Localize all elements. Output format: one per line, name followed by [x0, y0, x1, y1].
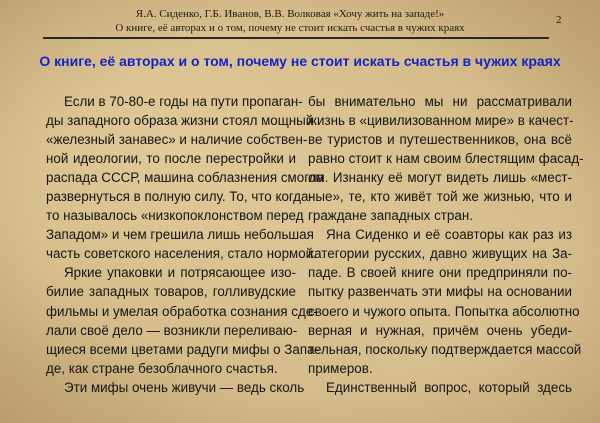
text-line: ды западного образа жизни стоял мощный [46, 113, 314, 129]
running-header-line-1: Я.А. Сиденко, Г.Б. Иванов, В.В. Волковая «Хочу жить на западе!» [135, 8, 445, 20]
text-line: ве туристов и путешественников, она всё [308, 132, 572, 148]
text-line: то называлось «низкопоклонством перед [46, 208, 304, 224]
left-column [46, 92, 325, 410]
text-line: паде. В своей книге они предприняли по- [308, 265, 572, 281]
text-line: распада СССР, машина соблазнения смогла [46, 170, 325, 186]
text-line: жизнь в «цивилизованном мире» в качест- [308, 113, 574, 129]
section-title: О книге, её авторах и о том, почему не стоит искать счастья в чужих краях [39, 53, 561, 69]
text-line: фильмы и умелая обработка сознания сде- [46, 303, 318, 319]
text-line: развернуться в полную силу. То, что когда- [46, 189, 313, 205]
text-line: Если в 70-80-е годы на пути пропаган- [64, 94, 303, 109]
text-line: категории русских, давно живущих на За- [308, 246, 572, 262]
text-line: ные», те, кто живёт той же жизнью, что и [308, 189, 572, 205]
text-line: «железный занавес» и наличие собствен- [46, 132, 308, 148]
text-line: бы внимательно мы ни рассматривали [308, 94, 572, 109]
text-line: Яркие упаковки и потрясающее изо- [64, 265, 296, 281]
text-line: Западом» и чем грешила лишь небольшая [46, 227, 314, 243]
right-column [308, 92, 584, 410]
text-line: равно стоит к нам своим блестящим фасад- [308, 151, 584, 167]
page-number: 2 [556, 14, 562, 26]
text-line: своего и чужого опыта. Попытка абсолютно [308, 303, 580, 319]
text-line: верная и нужная, причём очень убеди- [308, 322, 572, 338]
text-line: часть советского населения, стало нормой. [46, 246, 317, 262]
text-line: лали своё дело — возникли переливаю- [46, 322, 298, 338]
text-line: тельная, поскольку подтверждается массой [308, 341, 582, 357]
text-line: пытку развенчать эти мифы на основании [308, 284, 572, 300]
running-header-line-2: О книге, её авторах и о том, почему не стоит искать счастья в чужих краях [115, 21, 465, 34]
text-line: билие западных товаров, голливудские [46, 284, 296, 300]
text-line: граждане западных стран. [308, 208, 473, 224]
text-line: Единственный вопрос, который здесь [326, 379, 572, 395]
text-line: ом. Изнанку её могут видеть лишь «мест- [308, 170, 572, 186]
text-line: Яна Сиденко и её соавторы как раз из [326, 227, 572, 243]
text-line: ной идеологии, то после перестройки и [46, 151, 296, 167]
header-rule [43, 37, 549, 39]
text-line: примеров. [308, 360, 373, 376]
running-header [40, 8, 540, 35]
text-line: Эти мифы очень живучи — ведь сколь [64, 379, 305, 395]
text-line: де, как стране безоблачного счастья. [46, 360, 278, 376]
text-line: щиеся всеми цветами радуги мифы о Запа- [46, 341, 319, 357]
